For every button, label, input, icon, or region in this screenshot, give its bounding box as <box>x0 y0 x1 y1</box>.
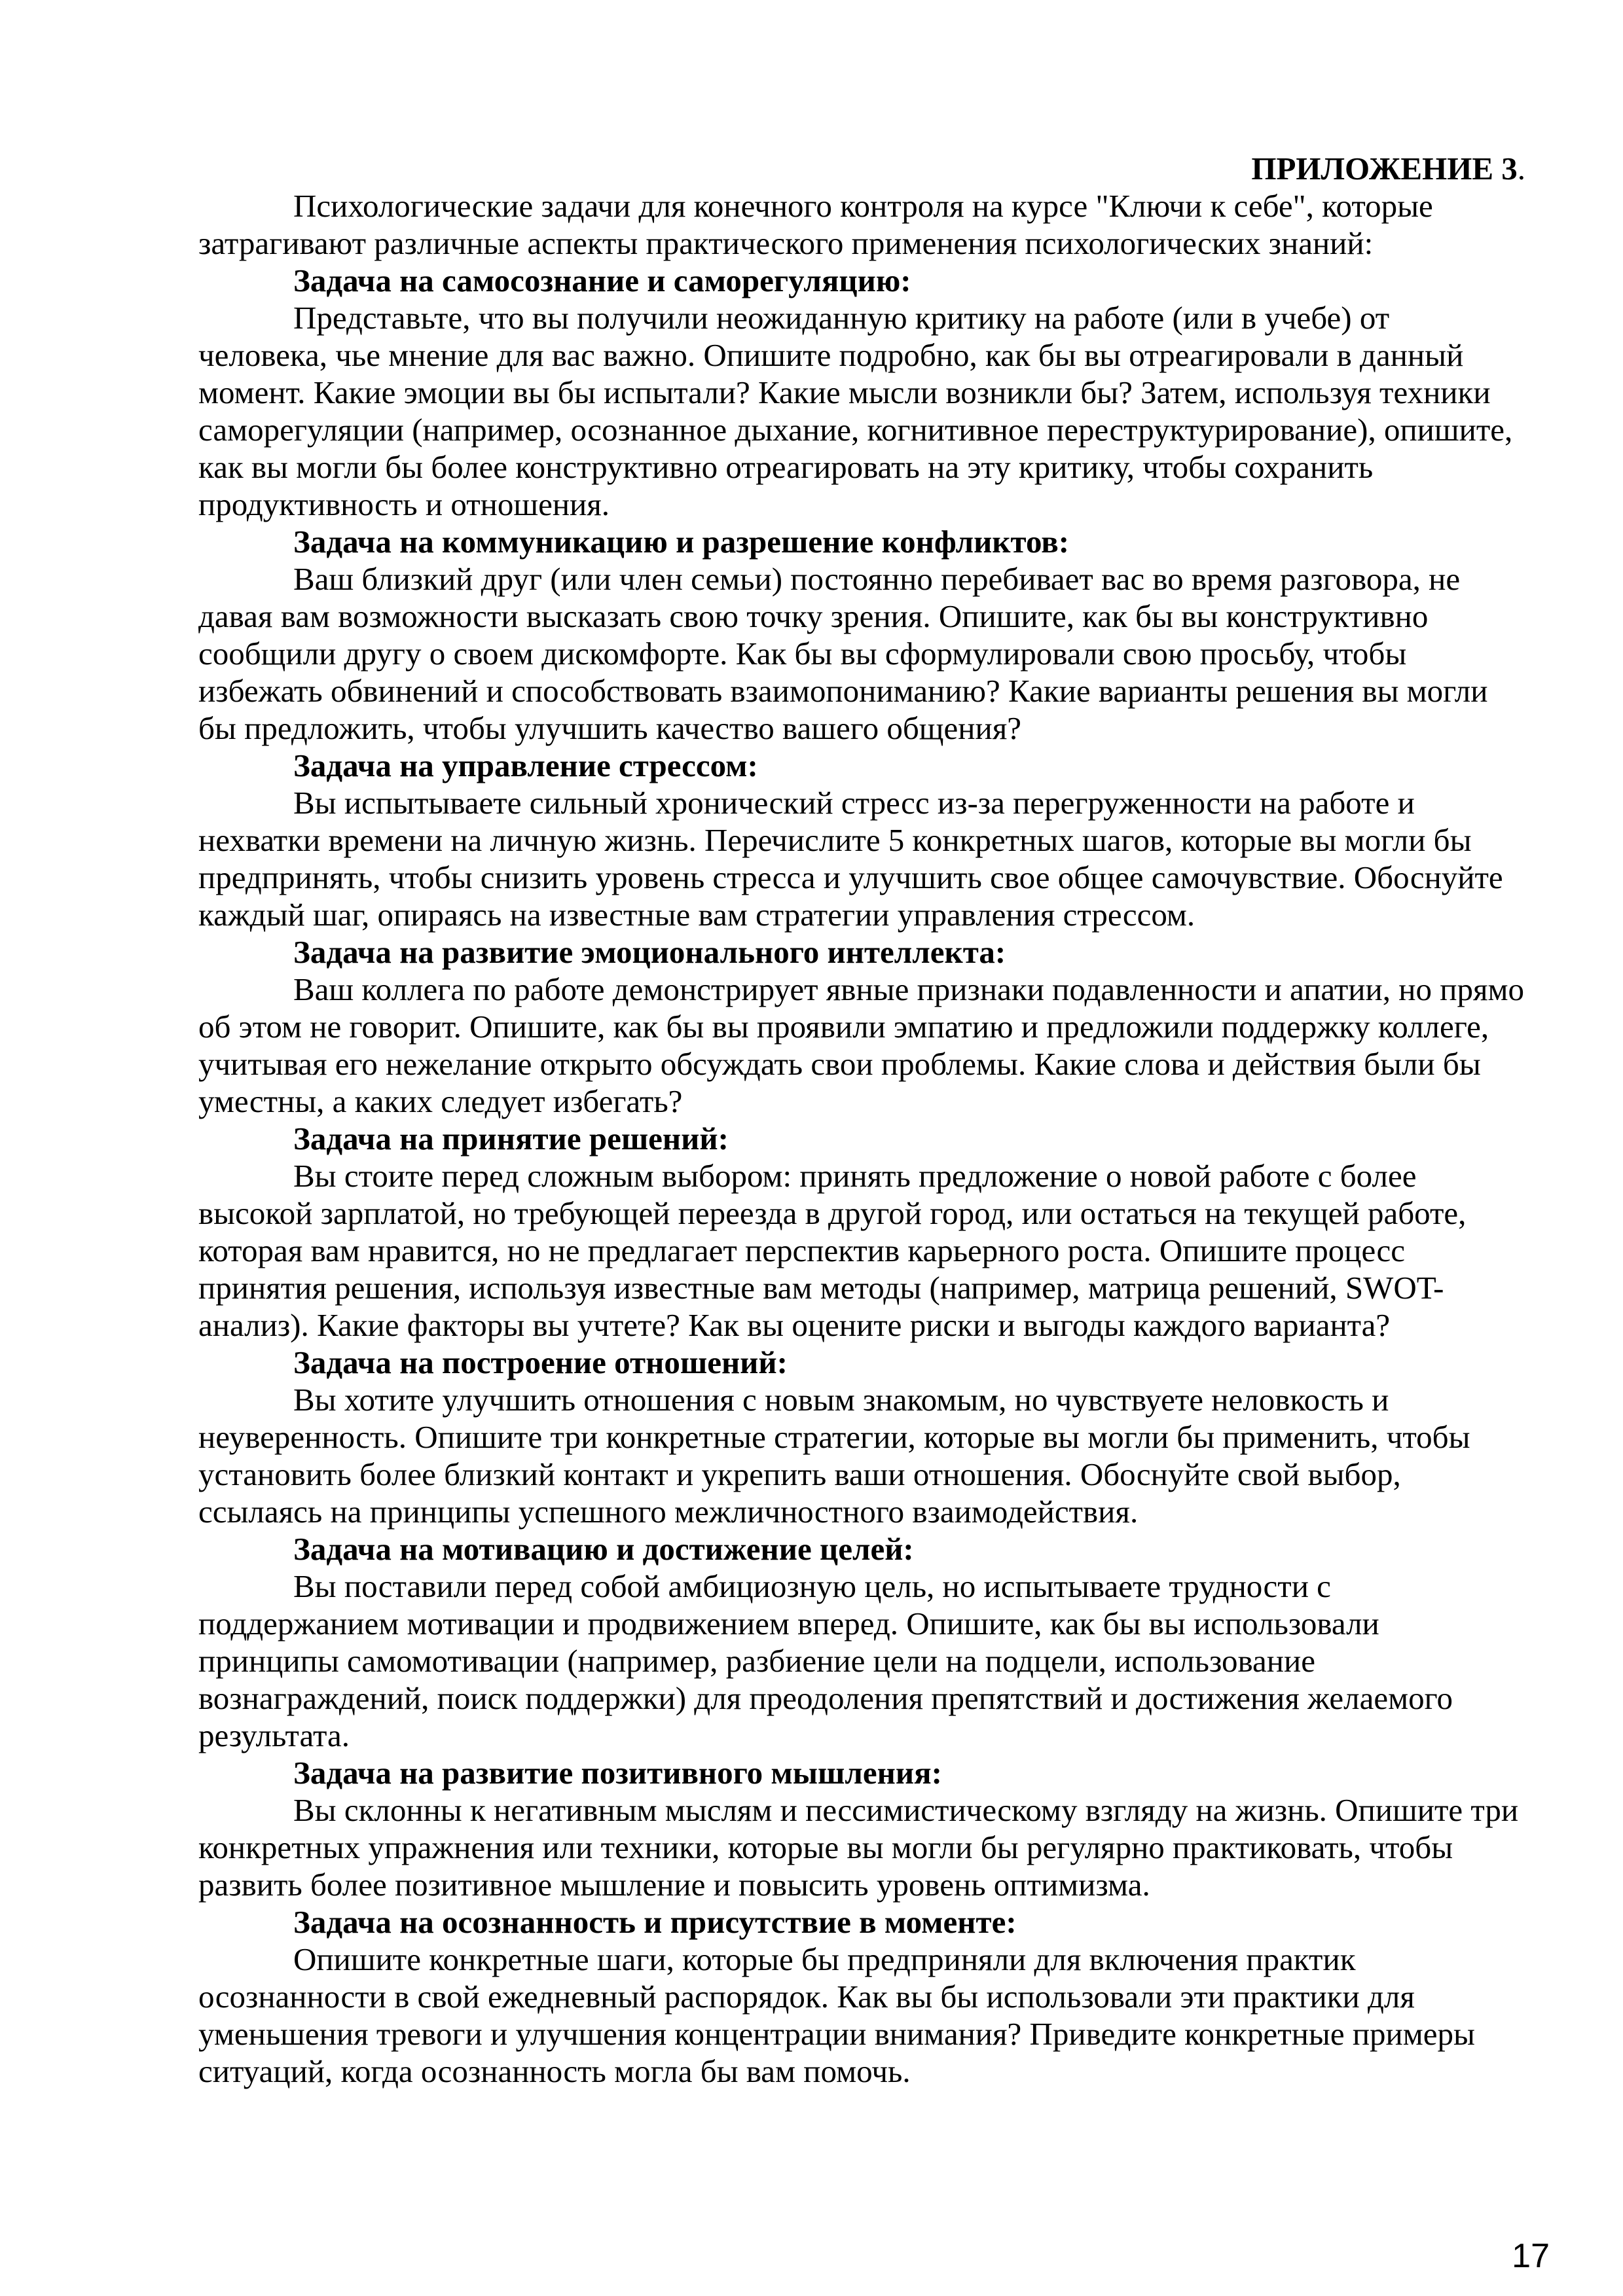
paragraph: Психологические задачи для конечного контроля на курсе "Ключи к себе", которые затрагивают различные аспекты практического применения психологических знаний: <box>198 188 1433 261</box>
page-number: 17 <box>1512 2237 1550 2275</box>
paragraph: Ваш близкий друг (или член семьи) постоянно перебивает вас во время разговора, не давая вам возможности высказать свою точку зрения. Опишите, как бы вы конструктивно сообщили другу о своем дискомфорте. Как бы вы сформулировали свою просьбу, чтобы избежать обвинений и способствовать взаимопониманию? Какие варианты решения вы могли бы предложить, чтобы улучшить качество вашего общения? <box>198 561 1488 746</box>
paragraph: Вы хотите улучшить отношения с новым знакомым, но чувствуете неловкость и неуверенность. Опишите три конкретные стратегии, которые вы могли бы применить, чтобы установить более близкий контакт и укрепить ваши отношения. Обоснуйте свой выбор, ссылаясь на принципы успешного межличностного взаимодействия. <box>198 1382 1470 1530</box>
paragraph: Вы стоите перед сложным выбором: принять предложение о новой работе с более высокой зарплатой, но требующей переезда в другой город, или остаться на текущей работе, которая вам нравится, но не предлагает перспектив карьерного роста. Опишите процесс принятия решения, используя известные вам методы (например, матрица решений, SWOT-анализ). Какие факторы вы учтете? Как вы оцените риски и выгоды каждого варианта? <box>198 1158 1467 1343</box>
task-heading: Задача на управление стрессом: <box>293 747 758 783</box>
task-heading: Задача на коммуникацию и разрешение конфликтов: <box>293 524 1070 560</box>
appendix-title <box>198 150 1525 187</box>
task-heading: Задача на развитие эмоционального интеллекта: <box>293 934 1006 970</box>
paragraph: Представьте, что вы получили неожиданную критику на работе (или в учебе) от человека, чье мнение для вас важно. Опишите подробно, как бы вы отреагировали в данный момент. Какие эмоции вы бы испытали? Какие мысли возникли бы? Затем, используя техники саморегуляции (например, осознанное дыхание, когнитивное переструктурирование), опишите, как вы могли бы более конструктивно отреагировать на эту критику, чтобы сохранить продуктивность и отношения. <box>198 300 1513 522</box>
task-heading: Задача на построение отношений: <box>293 1344 788 1380</box>
appendix-title-period: . <box>1517 151 1525 187</box>
appendix-title-text: ПРИЛОЖЕНИЕ 3 <box>1251 151 1518 187</box>
task-heading: Задача на развитие позитивного мышления: <box>293 1755 942 1791</box>
task-heading: Задача на осознанность и присутствие в моменте: <box>293 1904 1017 1940</box>
task-heading: Задача на принятие решений: <box>293 1121 729 1157</box>
paragraphs-container <box>198 187 1525 2090</box>
task-heading: Задача на самосознание и саморегуляцию: <box>293 262 911 298</box>
paragraph: Вы склонны к негативным мыслям и пессимистическому взгляду на жизнь. Опишите три конкретных упражнения или техники, которые вы могли бы регулярно практиковать, чтобы развить более позитивное мышление и повысить уровень оптимизма. <box>198 1792 1519 1903</box>
paragraph: Вы испытываете сильный хронический стресс из-за перегруженности на работе и нехватки времени на личную жизнь. Перечислите 5 конкретных шагов, которые вы могли бы предпринять, чтобы снизить уровень стресса и улучшить свое общее самочувствие. Обоснуйте каждый шаг, опираясь на известные вам стратегии управления стрессом. <box>198 785 1503 933</box>
paragraph: Опишите конкретные шаги, которые бы предприняли для включения практик осознанности в свой ежедневный распорядок. Как вы бы использовали эти практики для уменьшения тревоги и улучшения концентрации внимания? Приведите конкретные примеры ситуаций, когда осознанность могла бы вам помочь. <box>198 1941 1475 2089</box>
document-content <box>198 150 1525 2090</box>
paragraph: Ваш коллега по работе демонстрирует явные признаки подавленности и апатии, но прямо об этом не говорит. Опишите, как бы вы проявили эмпатию и предложили поддержку коллеге, учитывая его нежелание открыто обсуждать свои проблемы. Какие слова и действия были бы уместны, а каких следует избегать? <box>198 971 1524 1119</box>
paragraph: Вы поставили перед собой амбициозную цель, но испытываете трудности с поддержанием мотивации и продвижением вперед. Опишите, как бы вы использовали принципы самомотивации (например, разбиение цели на подцели, использование вознаграждений, поиск поддержки) для преодоления препятствий и достижения желаемого результата. <box>198 1568 1453 1753</box>
task-heading: Задача на мотивацию и достижение целей: <box>293 1531 914 1567</box>
